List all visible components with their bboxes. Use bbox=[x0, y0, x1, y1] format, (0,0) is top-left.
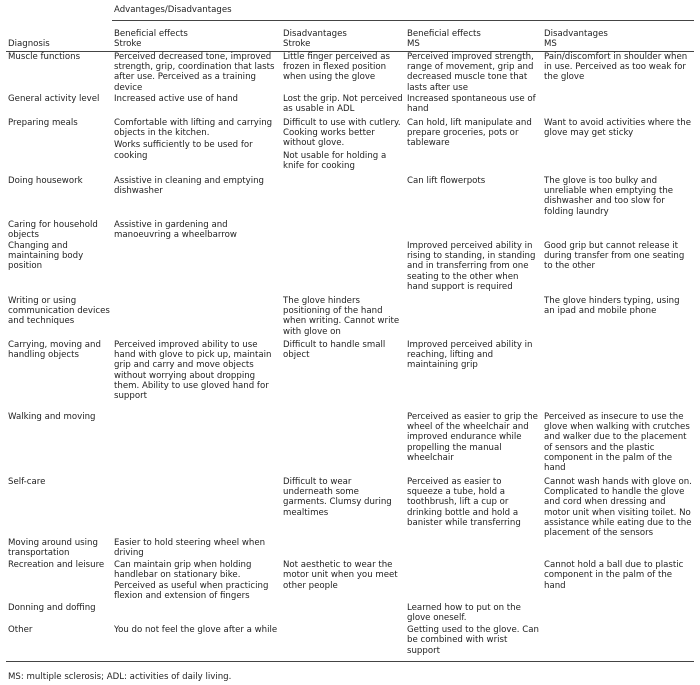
table-cell bbox=[542, 118, 694, 176]
cell-text: The glove hinders typing, using an ipad and mobile phone bbox=[544, 296, 680, 317]
table-cell bbox=[112, 538, 281, 560]
column-header bbox=[405, 21, 542, 52]
table-footnote: MS: multiple sclerosis; ADL: activities of daily living. bbox=[8, 672, 232, 682]
cell-text: Works sufficiently to be used for cooking bbox=[114, 140, 253, 161]
table-cell bbox=[112, 241, 281, 296]
column-header bbox=[542, 21, 694, 52]
column-header-line1: Disadvantages bbox=[544, 28, 608, 39]
column-header-line2: MS bbox=[407, 38, 420, 49]
table-cell bbox=[112, 220, 281, 241]
table-cell bbox=[281, 412, 405, 477]
table-cell bbox=[112, 94, 281, 118]
cell-text: Cannot hold a ball due to plastic component in the palm of the hand bbox=[544, 560, 684, 591]
table-cell bbox=[112, 477, 281, 538]
diagnosis-cell: Other bbox=[6, 625, 112, 662]
table-row bbox=[6, 625, 694, 662]
table-row bbox=[6, 538, 694, 560]
table-cell bbox=[542, 94, 694, 118]
cell-text: Getting used to the glove. Can be combined with wrist support bbox=[407, 625, 539, 656]
diagnosis-cell: General activity level bbox=[8, 94, 100, 104]
cell-text: Perceived improved strength, range of movement, grip and decreased muscle tone that lasts after use bbox=[407, 52, 534, 93]
table-cell bbox=[405, 296, 542, 340]
table-cell bbox=[405, 52, 542, 95]
diagnosis-cell: Caring for household objects bbox=[8, 220, 98, 241]
cell-text: Cannot wash hands with glove on. Complicated to handle the glove and cord when dressing and motor unit when visiting toilet. No assistance while eating due to the placement of the sensors bbox=[544, 477, 692, 539]
group-header: Advantages/Disadvantages bbox=[112, 0, 694, 21]
cell-text: Want to avoid activities where the glove may get sticky bbox=[544, 118, 692, 139]
empty-header-cell bbox=[6, 0, 112, 21]
table-cell bbox=[542, 477, 694, 538]
table-cell bbox=[405, 412, 542, 477]
table-cell bbox=[542, 560, 694, 603]
table-cell bbox=[112, 340, 281, 412]
table-cell bbox=[405, 176, 542, 220]
cell-text: Perceived improved ability to use hand with glove to pick up, maintain grip and carry and move objects without worrying about dropping them. Ability to use gloved hand for support bbox=[114, 340, 272, 402]
results-table bbox=[6, 0, 694, 662]
cell-text: You do not feel the glove after a while bbox=[114, 625, 278, 636]
cell-text: Perceived as easier to squeeze a tube, hold a toothbrush, lift a cup or drinking bottle and hold a banister while transferring bbox=[407, 477, 521, 528]
group-header-row bbox=[6, 0, 694, 21]
cell-text: Assistive in cleaning and emptying dishwasher bbox=[114, 176, 265, 197]
column-header-row bbox=[6, 21, 694, 52]
cell-text: Learned how to put on the glove oneself. bbox=[407, 603, 521, 624]
cell-text: Perceived as easier to grip the wheel of the wheelchair and improved endurance while propelling the manual wheelchair bbox=[407, 412, 538, 463]
table-cell bbox=[405, 94, 542, 118]
cell-text: Little finger perceived as frozen in flexed position when using the glove bbox=[283, 52, 390, 83]
table-cell bbox=[542, 625, 694, 662]
cell-text: Easier to hold steering wheel when driving bbox=[114, 538, 266, 559]
table-cell bbox=[281, 340, 405, 412]
cell-text: Lost the grip. Not perceived as usable in ADL bbox=[283, 94, 403, 115]
table-cell bbox=[112, 560, 281, 603]
table-row bbox=[6, 241, 694, 296]
table-cell bbox=[281, 625, 405, 662]
table-row bbox=[6, 477, 694, 538]
column-header bbox=[112, 21, 281, 52]
diagnosis-cell: Changing and maintaining body position bbox=[8, 241, 84, 272]
table-cell bbox=[281, 94, 405, 118]
table-cell bbox=[281, 477, 405, 538]
table-cell bbox=[281, 176, 405, 220]
diagnosis-cell: Self-care bbox=[8, 477, 46, 487]
cell-text: The glove hinders positioning of the hand when writing. Cannot write with glove on bbox=[283, 296, 400, 337]
diagnosis-cell: Moving around using transportation bbox=[8, 538, 98, 559]
diagnosis-cell: Donning and doffing bbox=[8, 603, 96, 614]
table-cell bbox=[281, 603, 405, 625]
cell-text: Pain/discomfort in shoulder when in use. Perceived as too weak for the glove bbox=[544, 52, 688, 83]
cell-text: Comfortable with lifting and carrying objects in the kitchen. bbox=[114, 118, 273, 139]
table-cell bbox=[281, 560, 405, 603]
diagnosis-cell: Doing housework bbox=[8, 176, 83, 186]
table-cell bbox=[542, 412, 694, 477]
table-cell bbox=[405, 220, 542, 241]
column-header-line2: Stroke bbox=[114, 38, 142, 49]
table-cell bbox=[405, 118, 542, 176]
cell-text: Can hold, lift manipulate and prepare groceries, pots or tableware bbox=[407, 118, 532, 149]
cell-text: Increased spontaneous use of hand bbox=[407, 94, 536, 115]
diagnosis-cell: Preparing meals bbox=[8, 118, 78, 128]
cell-text: Can lift flowerpots bbox=[407, 176, 486, 186]
table-cell bbox=[281, 118, 405, 176]
cell-text: Can maintain grip when holding handlebar on stationary bike. Perceived as useful when practicing flexion and extension of fingers bbox=[114, 560, 269, 601]
cell-text: Perceived as insecure to use the glove when walking with crutches and walker due to the placement of sensors and the plastic component in the palm of the hand bbox=[544, 412, 690, 474]
column-header-line1 bbox=[8, 29, 110, 39]
cell-text: Not aesthetic to wear the motor unit when you meet other people bbox=[283, 560, 398, 591]
table-cell bbox=[405, 477, 542, 538]
cell-text: Assistive in gardening and manoeuvring a wheelbarrow bbox=[114, 220, 237, 241]
column-header-line1: Beneficial effects bbox=[114, 28, 188, 39]
table-cell bbox=[281, 52, 405, 95]
table-cell bbox=[405, 241, 542, 296]
table-cell bbox=[112, 296, 281, 340]
cell-text: The glove is too bulky and unreliable when emptying the dishwasher and too slow for folding laundry bbox=[544, 176, 674, 217]
table-cell bbox=[542, 220, 694, 241]
table-row bbox=[6, 560, 694, 603]
cell-text: Not usable for holding a knife for cooking bbox=[283, 150, 387, 171]
table-row bbox=[6, 52, 694, 95]
table-cell bbox=[281, 220, 405, 241]
table-cell bbox=[281, 538, 405, 560]
column-header-line2: MS bbox=[544, 38, 557, 49]
diagnosis-cell: Writing or using communication devices and techniques bbox=[8, 296, 110, 327]
table-cell bbox=[542, 52, 694, 95]
table-row bbox=[6, 118, 694, 176]
cell-text: Improved perceived ability in reaching, lifting and maintaining grip bbox=[407, 340, 533, 371]
cell-text: Perceived decreased tone, improved strength, grip, coordination that lasts after use. Perceived as a training device bbox=[114, 52, 275, 93]
table-row bbox=[6, 412, 694, 477]
diagnosis-cell: Recreation and leisure bbox=[8, 560, 105, 571]
table-cell bbox=[405, 340, 542, 412]
table-cell bbox=[112, 603, 281, 625]
cell-text: Difficult to handle small object bbox=[283, 340, 386, 361]
table-body bbox=[6, 52, 694, 662]
column-header bbox=[281, 21, 405, 52]
table-cell bbox=[542, 538, 694, 560]
table-cell bbox=[112, 176, 281, 220]
table-cell bbox=[542, 296, 694, 340]
column-header bbox=[6, 21, 112, 52]
table-cell bbox=[542, 340, 694, 412]
column-header-line1: Disadvantages bbox=[283, 28, 347, 39]
table-cell bbox=[405, 538, 542, 560]
diagnosis-cell: Walking and moving bbox=[8, 412, 96, 422]
table-cell bbox=[281, 241, 405, 296]
diagnosis-cell: Muscle functions bbox=[8, 52, 81, 62]
diagnosis-cell: Carrying, moving and handling objects bbox=[8, 340, 101, 361]
table-cell bbox=[405, 560, 542, 603]
cell-text: Difficult to use with cutlery. Cooking works better without glove. bbox=[283, 118, 401, 149]
cell-text: Difficult to wear underneath some garments. Clumsy during mealtimes bbox=[283, 477, 392, 518]
column-header-line2: Stroke bbox=[283, 38, 311, 49]
column-header-line1: Beneficial effects bbox=[407, 28, 481, 39]
table-row bbox=[6, 340, 694, 412]
table-cell bbox=[405, 603, 542, 625]
table-cell bbox=[281, 296, 405, 340]
column-header-line2: Diagnosis bbox=[8, 38, 50, 49]
table-row bbox=[6, 220, 694, 241]
cell-text: Improved perceived ability in rising to standing, in standing and in transferring from one seating to the other when hand support is required bbox=[407, 241, 536, 292]
table-row bbox=[6, 296, 694, 340]
table-row bbox=[6, 176, 694, 220]
table-cell bbox=[112, 52, 281, 95]
table-cell bbox=[542, 603, 694, 625]
table-cell bbox=[542, 241, 694, 296]
table-cell bbox=[405, 625, 542, 662]
table-cell bbox=[112, 118, 281, 176]
table-row bbox=[6, 94, 694, 118]
table-row bbox=[6, 603, 694, 625]
cell-text: Good grip but cannot release it during transfer from one seating to the other bbox=[544, 241, 685, 272]
table-cell bbox=[112, 412, 281, 477]
table-cell bbox=[112, 625, 281, 662]
cell-text: Increased active use of hand bbox=[114, 94, 238, 104]
table-cell bbox=[542, 176, 694, 220]
